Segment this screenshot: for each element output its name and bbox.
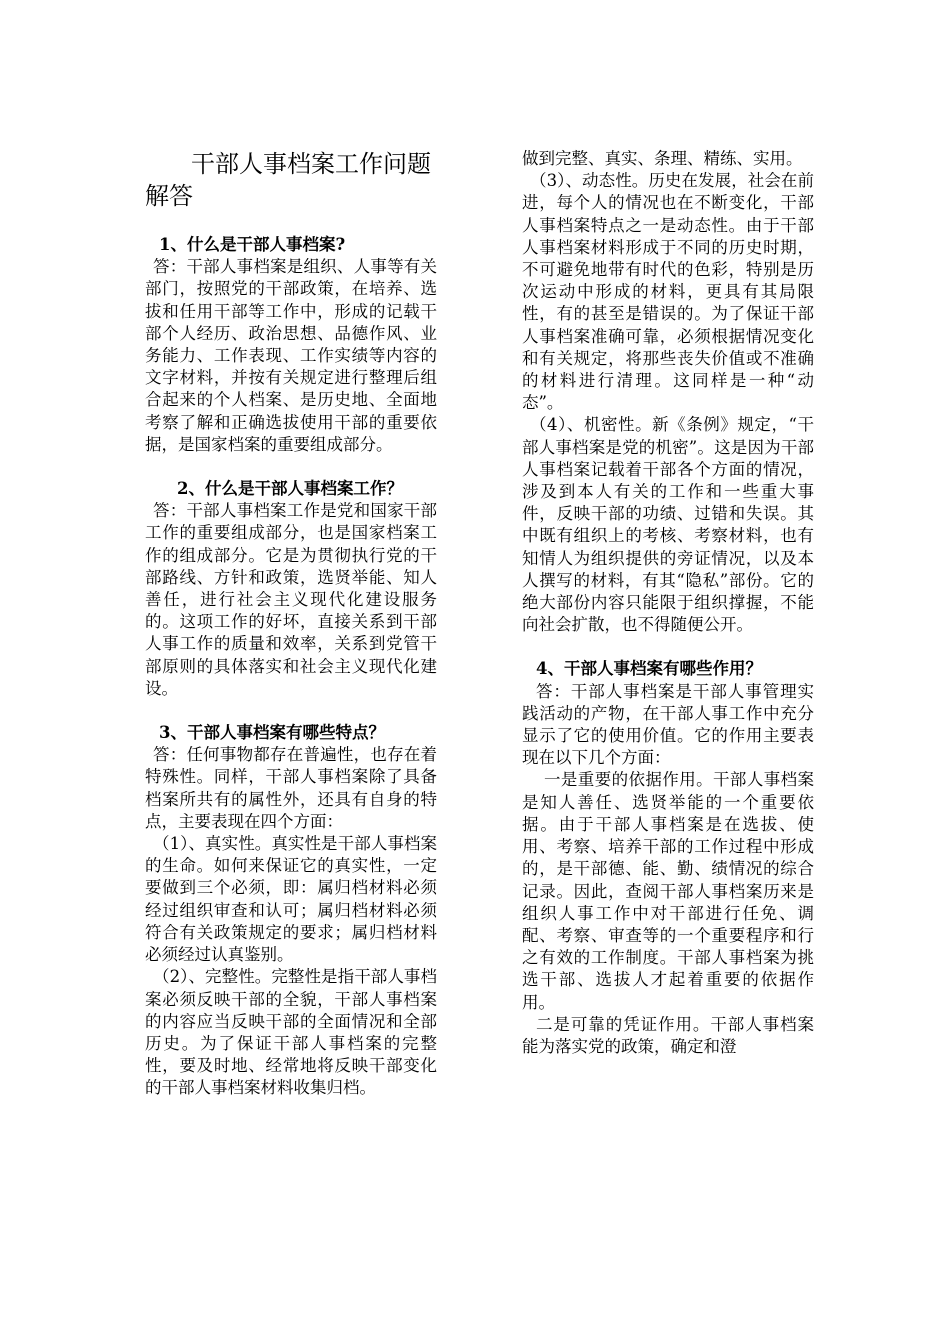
answer-4: 答：干部人事档案是干部人事管理实践活动的产物，在干部人事工作中充分显示了它的使用价值。它的作用主要表现在以下几个方面： <box>522 681 814 768</box>
feature-3-paragraph: （3）、动态性。历史在发展，社会在前进，每个人的情况也在不断变化，干部人事档案特点之一是动态性。由于干部人事档案材料形成于不同的历史时期，不可避免地带有时代的色彩，特别是历次运动中形成的材料，更具有其局限性，有的甚至是错误的。为了保证干部人事档案准确可靠，必须根据情况变化和有关规定，将那些丧失价值或不准确的材料进行清理。这同样是一种“动态”。 <box>522 171 814 413</box>
right-column <box>522 148 814 1058</box>
role-2-paragraph: 二是可靠的凭证作用。干部人事档案能为落实党的政策，确定和澄 <box>522 1014 814 1056</box>
question-4-heading: 4、干部人事档案有哪些作用？ <box>536 659 762 679</box>
feature-4-paragraph: （4）、机密性。新《条例》规定，“干部人事档案是党的机密”。这是因为干部人事档案记载着干部各个方面的情况，涉及到本人有关的工作和一些重大事件，反映干部的功绩、过错和失误。其中既有组织上的考核、考察材料，也有知情人为组织提供的旁证情况，以及本人撰写的材料，有其“隐私”部份。它的绝大部份内容只能限于组织撑握，不能向社会扩散，也不得随便公开。 <box>522 415 814 635</box>
answer-2: 答：干部人事档案工作是党和国家干部工作的重要组成部分，也是国家档案工作的组成部分。它是为贯彻执行党的干部路线、方针和政策，选贤举能、知人善任，进行社会主义现代化建设服务的。这项工作的好坏，直接关系到干部人事工作的质量和效率，关系到党管干部原则的具体落实和社会主义现代化建设。 <box>145 501 437 698</box>
feature-1-paragraph: （1）、真实性。真实性是干部人事档案的生命。如何来保证它的真实性，一定要做到三个必须，即：属归档材料必须经过组织审查和认可；属归档材料必须符合有关政策规定的要求；属归档材料必须经过认真鉴别。 <box>145 834 437 965</box>
question-1-heading: 1、什么是干部人事档案? <box>159 235 346 254</box>
question-2-heading: 2、什么是干部人事档案工作？ <box>177 479 403 499</box>
role-1-paragraph: 一是重要的依据作用。干部人事档案是知人善任、选贤举能的一个重要依据。由于干部人事档案是在选拔、使用、考察、培养干部的工作过程中形成的，是干部德、能、勤、绩情况的综合记录。因此，查阅干部人事档案历来是组织人事工作中对干部进行任免、调配、考察、审查等的一个重要程序和行之有效的工作制度。干部人事档案为挑选干部、选拔人才起着重要的依据作用。 <box>522 770 814 1012</box>
feature-2-paragraph: （2）、完整性。完整性是指干部人事档案必须反映干部的全貌，干部人事档案的内容应当反映干部的全面情况和全部历史。为了保证干部人事档案的完整性，要及时地、经常地将反映干部变化的干部人事档案材料收集归档。 <box>145 967 437 1098</box>
answer-3: 答：任何事物都存在普遍性，也存在着特殊性。同样，干部人事档案除了具备档案所共有的属性外，还具有自身的特点，主要表现在四个方面： <box>145 745 437 831</box>
answer-1: 答：干部人事档案是组织、人事等有关部门，按照党的干部政策，在培养、选拔和任用干部等工作中，形成的记载干部个人经历、政治思想、品德作风、业务能力、工作表现、工作实绩等内容的文字材料，并按有关规定进行整理后组合起来的个人档案、是历史地、全面地考察了解和正确选拔使用干部的重要依据，是国家档案的重要组成部分。 <box>145 257 437 454</box>
feature-2-continued: 做到完整、真实、条理、精练、实用。 <box>522 149 803 168</box>
question-3-heading: 3、干部人事档案有哪些特点？ <box>159 723 385 743</box>
left-column <box>145 148 437 1100</box>
page-title: 干部人事档案工作问题解答 <box>145 150 431 210</box>
